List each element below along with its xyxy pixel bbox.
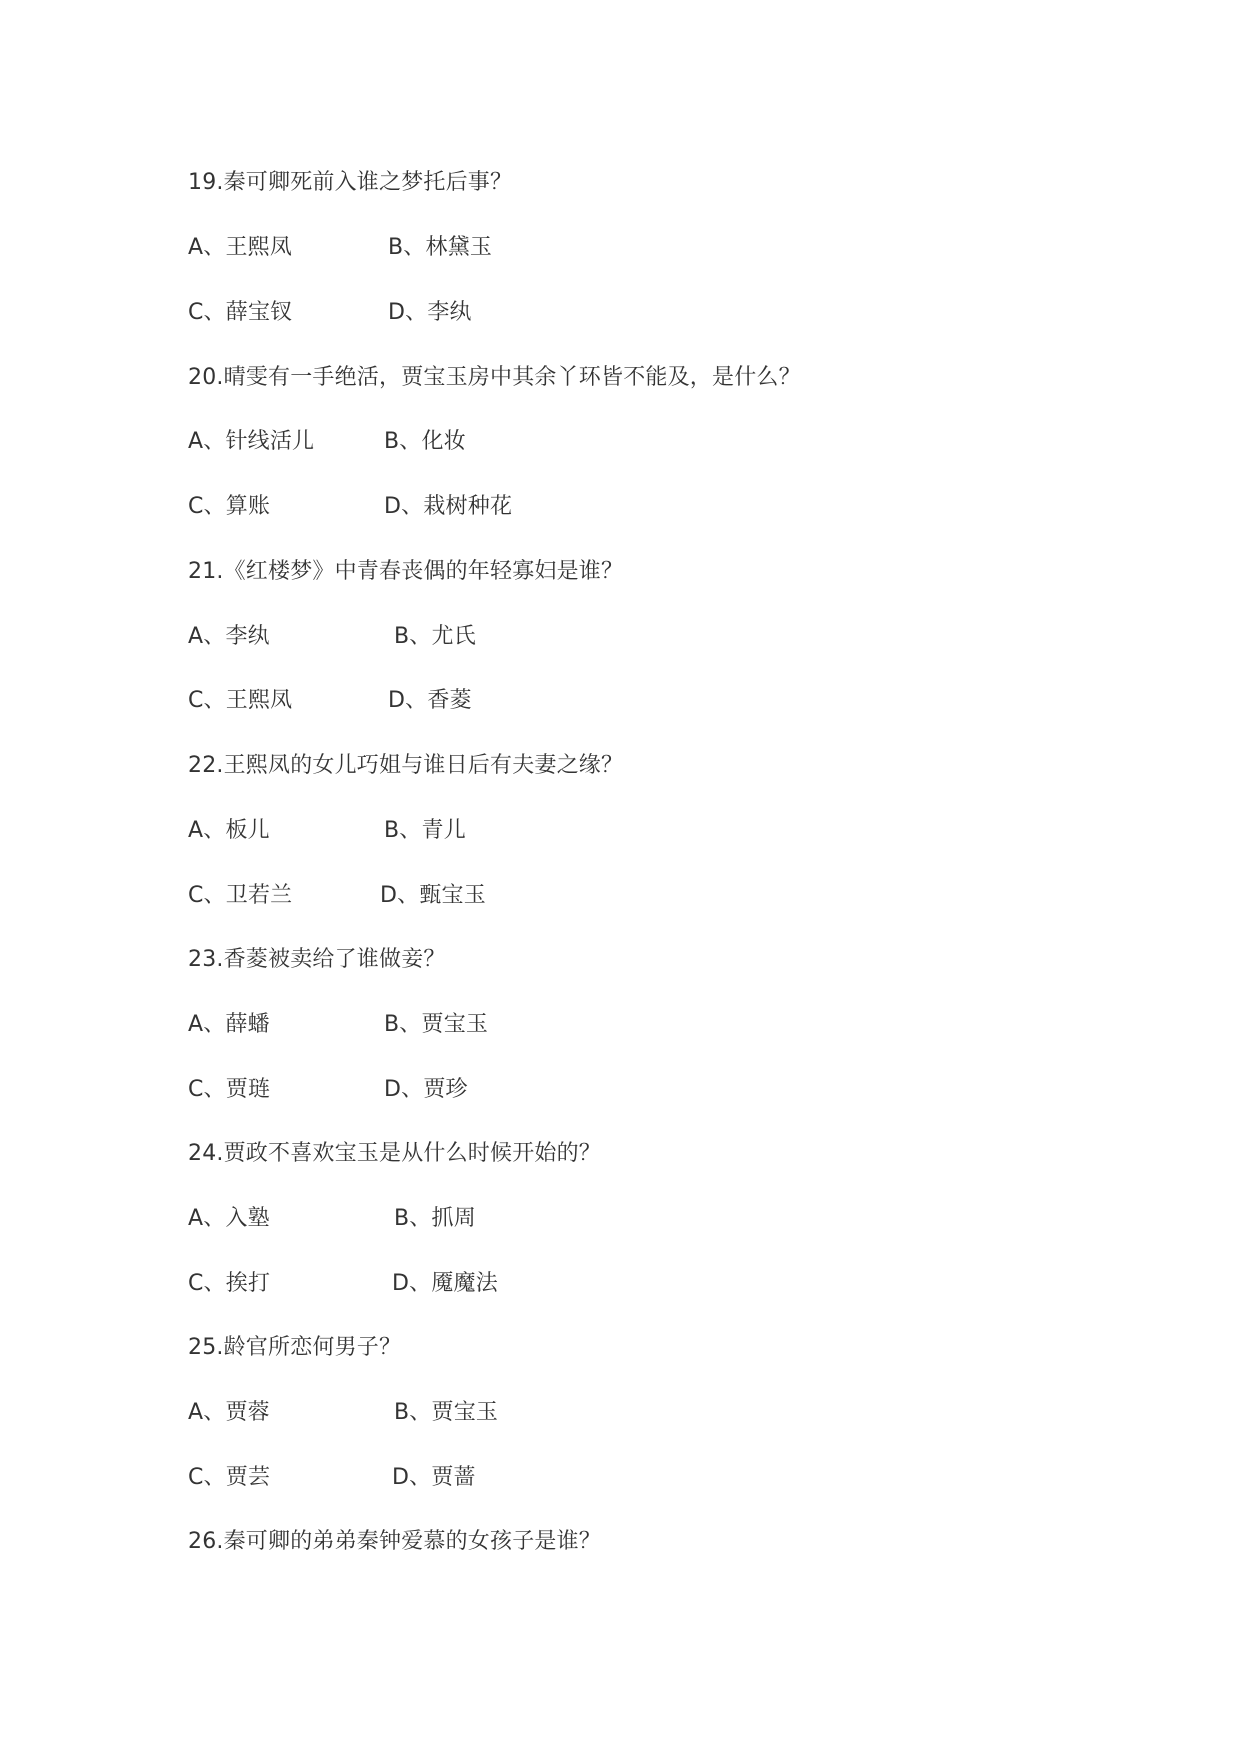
q20-option-b: B、化妆	[384, 429, 466, 454]
q23-option-a: A、薛蟠	[188, 1012, 270, 1037]
q20-option-a: A、针线活儿	[188, 429, 315, 454]
question-19: 19.秦可卿死前入谁之梦托后事？	[188, 170, 513, 195]
q19-option-d: D、李纨	[388, 300, 472, 325]
q20-option-d: D、栽树种花	[384, 494, 513, 519]
q19-option-b: B、林黛玉	[388, 235, 493, 260]
q23-option-d: D、贾珍	[384, 1077, 468, 1102]
question-20: 20.晴雯有一手绝活，贾宝玉房中其余丫环皆不能及，是什么？	[188, 365, 801, 390]
q19-option-a: A、王熙凤	[188, 235, 293, 260]
q25-option-d: D、贾蔷	[392, 1465, 476, 1490]
q23-option-c: C、贾琏	[188, 1077, 271, 1102]
q22-option-c: C、卫若兰	[188, 883, 293, 908]
q24-option-a: A、入塾	[188, 1206, 270, 1231]
q24-option-c: C、挨打	[188, 1271, 271, 1296]
q22-option-b: B、青儿	[384, 818, 466, 843]
q19-option-c: C、薛宝钗	[188, 300, 293, 325]
question-25: 25.龄官所恋何男子？	[188, 1335, 402, 1360]
q21-option-c: C、王熙凤	[188, 688, 293, 713]
q20-option-c: C、算账	[188, 494, 271, 519]
q22-option-a: A、板儿	[188, 818, 270, 843]
q22-option-d: D、甄宝玉	[380, 883, 486, 908]
q24-option-b: B、抓周	[394, 1206, 476, 1231]
q23-option-b: B、贾宝玉	[384, 1012, 489, 1037]
q21-option-a: A、李纨	[188, 624, 270, 649]
q25-option-a: A、贾蓉	[188, 1400, 270, 1425]
question-23: 23.香菱被卖给了谁做妾？	[188, 947, 446, 972]
q24-option-d: D、魇魔法	[392, 1271, 498, 1296]
q25-option-c: C、贾芸	[188, 1465, 271, 1490]
question-24: 24.贾政不喜欢宝玉是从什么时候开始的？	[188, 1141, 601, 1166]
question-21: 21.《红楼梦》中青春丧偶的年轻寡妇是谁？	[188, 559, 624, 584]
q21-option-d: D、香菱	[388, 688, 472, 713]
q21-option-b: B、尤氏	[394, 624, 476, 649]
q25-option-b: B、贾宝玉	[394, 1400, 499, 1425]
question-22: 22.王熙凤的女儿巧姐与谁日后有夫妻之缘？	[188, 753, 624, 778]
question-26: 26.秦可卿的弟弟秦钟爱慕的女孩子是谁？	[188, 1529, 601, 1554]
